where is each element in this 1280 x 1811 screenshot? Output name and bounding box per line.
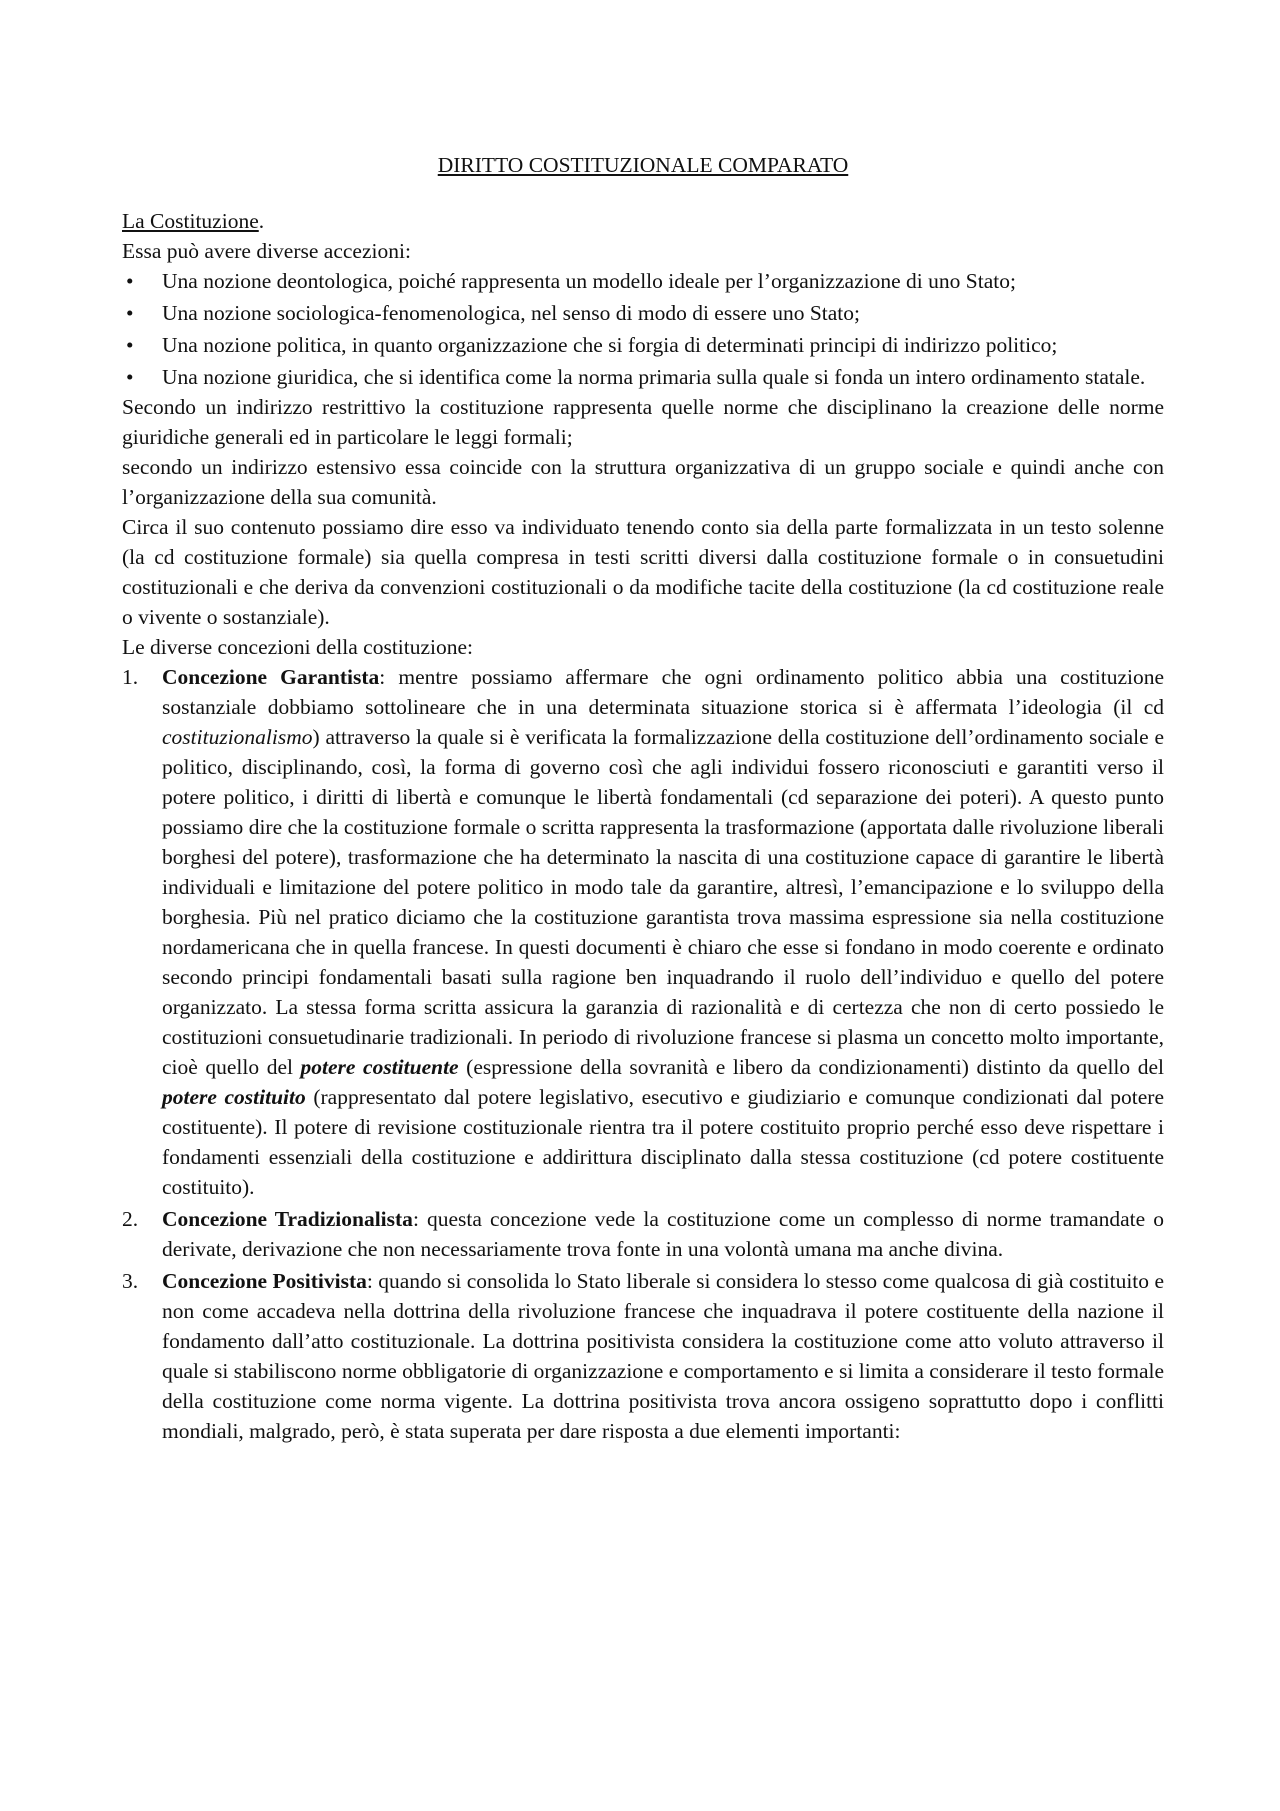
concept-emphasis: potere costituito: [162, 1085, 306, 1109]
list-item: [122, 330, 1164, 360]
list-item: [122, 266, 1164, 296]
list-item-text: Una nozione politica, in quanto organizzazione che si forgia di determinati principi di indirizzo politico;: [162, 333, 1058, 357]
list-item: [122, 362, 1164, 392]
paragraph: Le diverse concezioni della costituzione:: [122, 635, 474, 659]
list-item-tradizionalista: [122, 1204, 1164, 1264]
concept-name: Concezione Garantista: [162, 665, 380, 689]
list-item-text: Una nozione giuridica, che si identifica come la norma primaria sulla quale si fonda un intero ordinamento statale.: [162, 365, 1146, 389]
bullet-icon: •: [126, 301, 134, 325]
paragraph: Circa il suo contenuto possiamo dire esso va individuato tenendo conto sia della parte formalizzata in un testo solenne (la cd costituzione formale) sia quella compresa in testi scritti diversi dalla costituzione formale o in consuetudini costituzionali e che deriva da convenzioni costituzionali o da modifiche tacite della costituzione (la cd costituzione reale o vivente o sostanziale).: [122, 515, 1164, 629]
bullet-icon: •: [126, 269, 134, 293]
document-page: [122, 150, 1164, 1446]
concept-emphasis: costituzionalismo: [162, 725, 313, 749]
list-item: [122, 298, 1164, 328]
list-item-text: Una nozione sociologica-fenomenologica, nel senso di modo di essere uno Stato;: [162, 301, 860, 325]
paragraph: Secondo un indirizzo restrittivo la costituzione rappresenta quelle norme che disciplinano la creazione delle norme giuridiche generali ed in particolare le leggi formali;: [122, 395, 1164, 449]
section-heading-line: [122, 206, 1164, 236]
bullet-icon: •: [126, 365, 134, 389]
paragraph: secondo un indirizzo estensivo essa coincide con la struttura organizzativa di un gruppo sociale e quindi anche con l’organizzazione della sua comunità.: [122, 455, 1164, 509]
section-heading-dot: .: [258, 209, 265, 233]
concept-text: : questa concezione vede la costituzione come un complesso di norme tramandate o derivate, derivazione che non necessariamente trova fonte in una volontà umana ma anche divina.: [162, 1207, 1164, 1261]
list-item-text: Una nozione deontologica, poiché rappresenta un modello ideale per l’organizzazione di uno Stato;: [162, 269, 1016, 293]
list-number: 3.: [122, 1269, 139, 1293]
list-number: 1.: [122, 665, 139, 689]
concept-text: (rappresentato dal potere legislativo, esecutivo e giudiziario e comunque condizionati dal potere costituente). Il potere di revisione costituzionale rientra tra il potere costituito proprio perché esso deve rispettare i fondamenti essenziali della costituzione e addirittura disciplinato dalla stessa costituzione (cd potere costituente costituito).: [162, 1085, 1164, 1199]
concept-text: (espressione della sovranità e libero da condizionamenti) distinto da quello del: [458, 1055, 1164, 1079]
concept-text: : mentre possiamo affermare che ogni ordinamento politico abbia una costituzione sostanziale dobbiamo sottolineare che in una determinata situazione storica si è affermata l’ideologia (il cd: [162, 665, 1164, 719]
concept-name: Concezione Tradizionalista: [162, 1207, 413, 1231]
intro-text: Essa può avere diverse accezioni:: [122, 239, 411, 263]
list-item-positivista: [122, 1266, 1164, 1446]
bullet-icon: •: [126, 333, 134, 357]
list-item-garantista: [122, 662, 1164, 1202]
concept-text: ) attraverso la quale si è verificata la formalizzazione della costituzione dell’ordinamento sociale e politico, disciplinando, così, la forma di governo così che agli individui fossero riconosciuti e garantiti verso il potere politico, i diritti di libertà e comunque le libertà fondamentali (cd separazione dei poteri). A questo punto possiamo dire che la costituzione formale o scritta rappresenta la trasformazione (apportata dalle rivoluzione liberali borghesi del potere), trasformazione che ha determinato la nascita di una costituzione capace di garantire le libertà individuali e limitazione del potere politico in modo tale da garantire, altresì, l’emancipazione e lo sviluppo della borghesia. Più nel pratico diciamo che la costituzione garantista trova massima espressione sia nella costituzione nordamericana che in quella francese. In questi documenti è chiaro che esse si fondano in modo coerente e ordinato secondo principi fondamentali basati sulla ragione ben inquadrando il ruolo dell’individuo e quello del potere organizzato. La stessa forma scritta assicura la garanzia di razionalità e di certezza che non di certo possiedo le costituzioni consuetudinarie tradizionali. In periodo di rivoluzione francese si plasma un concetto molto importante, cioè quello del: [162, 725, 1164, 1079]
concept-emphasis: potere costituente: [300, 1055, 459, 1079]
document-title: DIRITTO COSTITUZIONALE COMPARATO: [437, 153, 849, 177]
concept-text: : quando si consolida lo Stato liberale si considera lo stesso come qualcosa di già costituito e non come accadeva nella dottrina della rivoluzione francese che inquadrava il potere costituente della nazione il fondamento dall’atto costituzionale. La dottrina positivista considera la costituzione come atto voluto attraverso il quale si stabiliscono norme obbligatorie di organizzazione e comportamento e si limita a considerare il testo formale della costituzione come norma vigente. La dottrina positivista trova ancora ossigeno soprattutto dopo i conflitti mondiali, malgrado, però, è stata superata per dare risposta a due elementi importanti:: [162, 1269, 1164, 1443]
list-number: 2.: [122, 1207, 139, 1231]
concezioni-list: [122, 662, 1164, 1446]
concept-name: Concezione Positivista: [162, 1269, 367, 1293]
accezioni-list: [122, 266, 1164, 392]
section-heading: La Costituzione: [122, 209, 259, 233]
